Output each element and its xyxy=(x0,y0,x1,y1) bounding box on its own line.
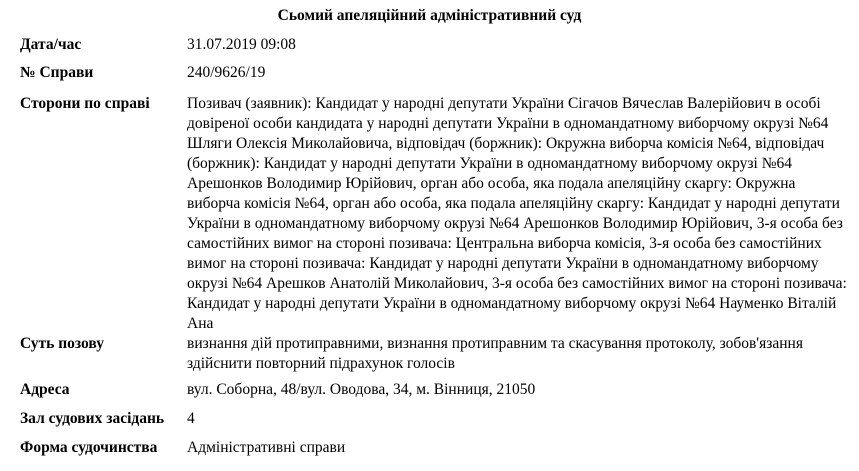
case-number-value: 240/9626/19 xyxy=(187,64,266,81)
case-number-row xyxy=(20,63,850,83)
proceeding-form-row xyxy=(20,438,850,458)
room-value: 4 xyxy=(187,410,195,427)
address-label: Адреса xyxy=(20,381,70,398)
parties-row xyxy=(20,94,850,334)
address-row xyxy=(20,380,850,400)
datetime-value: 31.07.2019 09:08 xyxy=(187,36,296,53)
parties-label: Сторони по справі xyxy=(20,95,150,112)
essence-label: Суть позову xyxy=(20,335,105,352)
room-row xyxy=(20,409,850,429)
proceeding-form-label: Форма судочинства xyxy=(20,439,158,456)
case-number-label: № Справи xyxy=(20,64,94,81)
parties-value: Позивач (заявник): Кандидат у народні депутати України Сігачов Вячеслав Валерійович в особі довіреної особи кандидата у народні депутати України в одномандатному виборчому окрузі №64 Шляги Олексія Миколайовича, відповідач (боржник): Окружна виборча комісія №64, відповідач (боржник): Кандидат у народні депутати України в одномандатному виборчому окрузі №64 Арешонков Володимир Юрійович, орган або особа, яка подала апеляційну скаргу: Окружна виборча комісія №64, орган або особа, яка подала апеляційну скаргу: Кандидат у народні депутати України в одномандатному виборчому окрузі №64 Арешонков Володимир Юрійович, 3-я особа без самостійних вимог на стороні позивача: Центральна виборча комісія, 3-я особа без самостійних вимог на стороні позивача: Кандидат у народні депутати України в одномандатному виборчому окрузі №64 Арешков Анатолій Миколайович, 3-я особа без самостійних вимог на стороні позивача: Кандидат у народні депутати України в одномандатному виборчому окрузі №64 Науменко Віталій Ана xyxy=(187,95,847,332)
datetime-row xyxy=(20,35,850,55)
essence-row xyxy=(20,334,850,374)
court-title: Сьомий апеляційний адміністративний суд xyxy=(277,7,582,24)
datetime-label: Дата/час xyxy=(20,36,82,53)
address-value: вул. Соборна, 48/вул. Оводова, 34, м. Вінниця, 21050 xyxy=(187,381,536,398)
essence-value: визнання дій протиправними, визнання протиправним та скасування протоколу, зобов'язання здійснити повторний підрахунок голосів xyxy=(187,335,803,372)
proceeding-form-value: Адміністративні справи xyxy=(187,439,346,456)
room-label: Зал судових засідань xyxy=(20,410,165,427)
